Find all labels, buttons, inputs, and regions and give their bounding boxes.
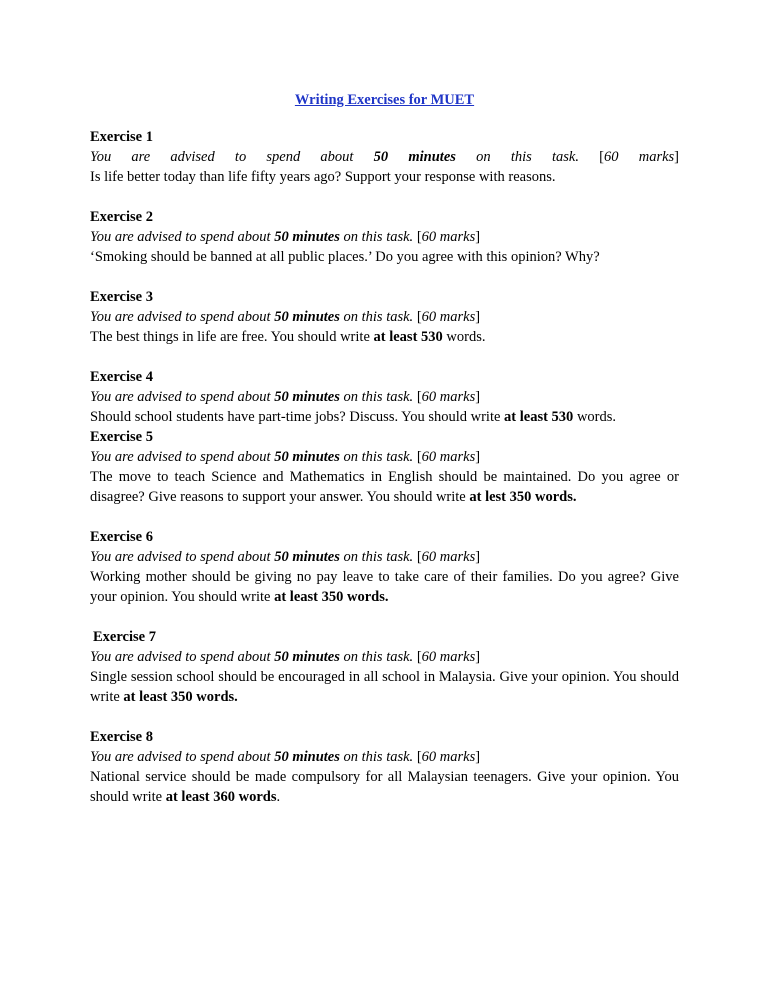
advice-duration: 50 minutes (274, 549, 340, 565)
exercise-advice (90, 647, 679, 667)
exercise-prompt (90, 767, 679, 807)
advice-open-bracket: [ (416, 549, 422, 565)
exercise-heading: Exercise 6 (90, 529, 153, 545)
advice-close-bracket: ] (475, 449, 481, 465)
exercise-advice (90, 547, 679, 567)
exercise-advice (90, 447, 679, 467)
exercise-prompt (90, 327, 679, 347)
document-page (90, 90, 679, 827)
advice-close-bracket: ] (475, 389, 481, 405)
advice-prefix: You are advised to spend about (90, 749, 275, 765)
advice-prefix: You are advised to spend about (90, 649, 275, 665)
exercise-1 (90, 127, 679, 187)
advice-middle: on this task. (339, 309, 417, 325)
prompt-text: National service should be made compulsory for all Malaysian teenagers. Give your opinion. You should write (90, 769, 679, 805)
exercise-heading: Exercise 5 (90, 429, 153, 445)
exercise-prompt (90, 407, 679, 427)
exercise-8 (90, 727, 679, 807)
advice-prefix: You are advised to spend about (90, 309, 275, 325)
advice-marks: 60 marks (421, 229, 476, 245)
advice-marks: 60 marks (421, 649, 476, 665)
advice-marks: 60 marks (421, 309, 476, 325)
prompt-text: Single session school should be encouraged in all school in Malaysia. Give your opinion. You should write (90, 669, 679, 705)
prompt-tail: . (276, 789, 281, 805)
prompt-text: The best things in life are free. You should write (90, 329, 374, 345)
advice-open-bracket: [ (416, 449, 422, 465)
advice-marks: 60 marks (421, 749, 476, 765)
advice-open-bracket: [ (416, 309, 422, 325)
advice-prefix: You are advised to spend about (90, 149, 374, 165)
exercise-2 (90, 207, 679, 267)
advice-marks: 60 marks (421, 549, 476, 565)
prompt-tail: words. (442, 329, 486, 345)
advice-duration: 50 minutes (274, 229, 340, 245)
prompt-text: The move to teach Science and Mathematics in English should be maintained. Do you agree or disagree? Give reasons to support your answer. You should write (90, 469, 679, 505)
advice-marks: 60 marks (604, 149, 675, 165)
exercise-4 (90, 367, 679, 427)
prompt-word-count: at least 350 words. (123, 689, 238, 705)
exercise-advice (90, 227, 679, 247)
exercise-advice (90, 387, 679, 407)
prompt-word-count: at least 530 (504, 409, 574, 425)
prompt-word-count: at least 350 words. (274, 589, 389, 605)
advice-open-bracket: [ (416, 389, 422, 405)
advice-middle: on this task. (339, 649, 417, 665)
exercise-prompt (90, 167, 679, 187)
exercise-heading: Exercise 1 (90, 129, 153, 145)
advice-open-bracket: [ (416, 649, 422, 665)
advice-duration: 50 minutes (274, 389, 340, 405)
exercise-advice (90, 307, 679, 327)
advice-prefix: You are advised to spend about (90, 229, 275, 245)
exercise-6 (90, 527, 679, 607)
advice-marks: 60 marks (421, 389, 476, 405)
prompt-text: Should school students have part-time jobs? Discuss. You should write (90, 409, 505, 425)
advice-middle: on this task. (455, 149, 600, 165)
advice-prefix: You are advised to spend about (90, 549, 275, 565)
exercise-advice (90, 747, 679, 767)
advice-open-bracket: [ (416, 749, 422, 765)
prompt-text: Working mother should be giving no pay leave to take care of their families. Do you agree? Give your opinion. You should write (90, 569, 679, 605)
advice-duration: 50 minutes (274, 449, 340, 465)
advice-duration: 50 minutes (274, 309, 340, 325)
advice-duration: 50 minutes (274, 649, 340, 665)
prompt-word-count: at lest 350 words. (469, 489, 577, 505)
advice-middle: on this task. (339, 749, 417, 765)
prompt-word-count: at least 360 words (165, 789, 277, 805)
exercise-heading: Exercise 3 (90, 289, 153, 305)
exercise-heading: Exercise 8 (90, 729, 153, 745)
advice-duration: 50 minutes (274, 749, 340, 765)
prompt-text: ‘Smoking should be banned at all public places.’ Do you agree with this opinion? Why? (90, 249, 600, 265)
advice-middle: on this task. (339, 389, 417, 405)
document-title: Writing Exercises for MUET (294, 92, 475, 108)
advice-close-bracket: ] (475, 309, 481, 325)
exercise-prompt (90, 467, 679, 507)
prompt-tail: words. (573, 409, 617, 425)
exercise-5 (90, 427, 679, 507)
exercise-heading: Exercise 7 (93, 629, 156, 645)
advice-open-bracket: [ (416, 229, 422, 245)
exercise-heading: Exercise 4 (90, 369, 153, 385)
prompt-word-count: at least 530 (373, 329, 443, 345)
advice-prefix: You are advised to spend about (90, 389, 275, 405)
exercise-prompt (90, 247, 679, 267)
advice-middle: on this task. (339, 449, 417, 465)
advice-marks: 60 marks (421, 449, 476, 465)
advice-close-bracket: ] (475, 649, 481, 665)
exercise-advice (90, 147, 679, 167)
advice-close-bracket: ] (674, 149, 680, 165)
advice-close-bracket: ] (475, 549, 481, 565)
prompt-text: Is life better today than life fifty years ago? Support your response with reasons. (90, 169, 556, 185)
exercise-prompt (90, 567, 679, 607)
advice-middle: on this task. (339, 549, 417, 565)
advice-prefix: You are advised to spend about (90, 449, 275, 465)
advice-duration: 50 minutes (373, 149, 456, 165)
exercise-prompt (90, 667, 679, 707)
exercise-3 (90, 287, 679, 347)
advice-close-bracket: ] (475, 229, 481, 245)
advice-open-bracket: [ (599, 149, 605, 165)
exercise-heading: Exercise 2 (90, 209, 153, 225)
advice-middle: on this task. (339, 229, 417, 245)
exercise-7 (90, 627, 679, 707)
advice-close-bracket: ] (475, 749, 481, 765)
